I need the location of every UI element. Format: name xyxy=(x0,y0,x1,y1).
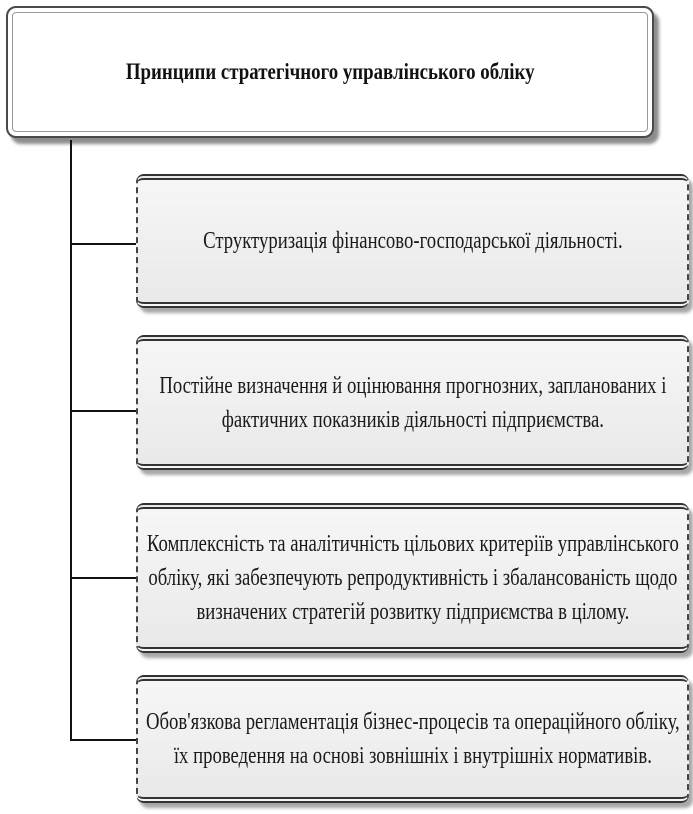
principle-text-4: Обов'язкова регламентація бізнес-процесів та операційного обліку, їх проведення на основі зовнішніх і внутрішніх нормативів. xyxy=(145,709,680,769)
principle-text-3: Комплексність та аналітичність цільових критеріїв управлінського обліку, які забезпечують репродуктивність і збалансованість щодо визначених стратегій розвитку підприємства в цілому. xyxy=(146,531,679,625)
connector-branch-2 xyxy=(70,410,136,412)
connector-trunk xyxy=(70,140,72,740)
principle-text-2: Постійне визначення й оцінювання прогнозних, запланованих і фактичних показників діяльності підприємства. xyxy=(158,372,667,433)
principle-text-1: Структуризація фінансово-господарської діяльності. xyxy=(202,228,623,254)
principle-box-1 xyxy=(136,174,689,308)
connector-branch-1 xyxy=(70,243,136,245)
connector-branch-4 xyxy=(70,739,136,741)
diagram-title-box xyxy=(6,6,654,138)
principle-box-4 xyxy=(136,675,689,803)
principle-box-3 xyxy=(136,503,689,653)
principle-box-2 xyxy=(136,335,689,470)
connector-branch-3 xyxy=(70,577,136,579)
diagram-title: Принципи стратегічного управлінського обліку xyxy=(125,59,535,84)
